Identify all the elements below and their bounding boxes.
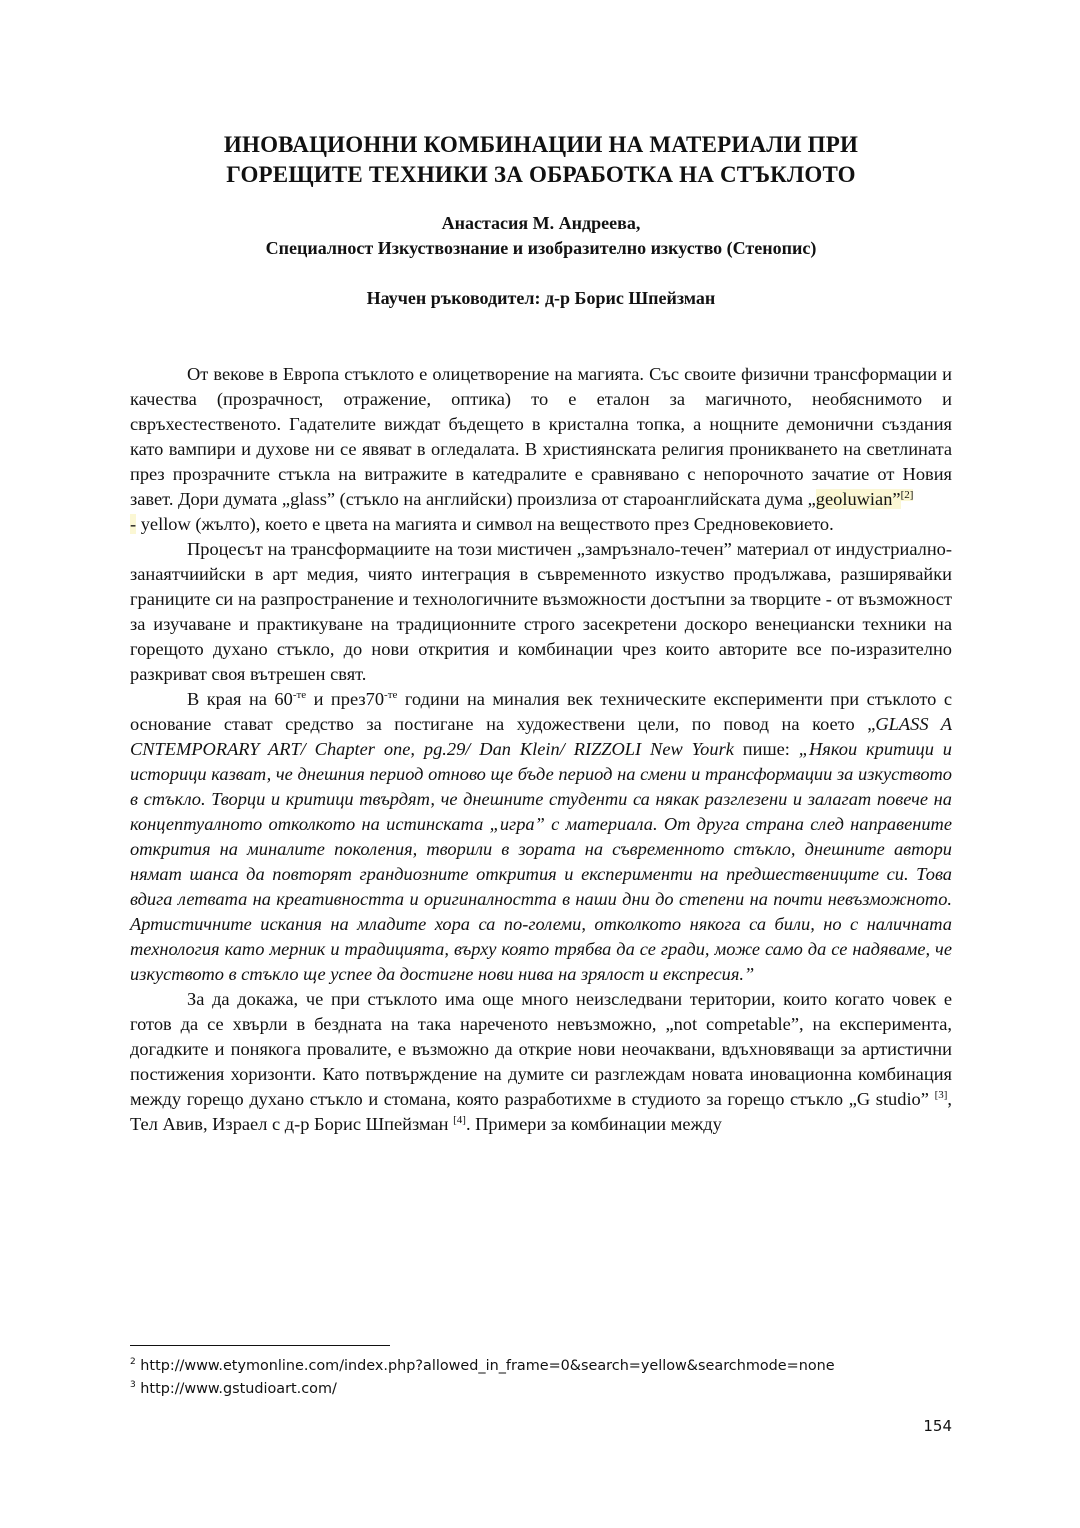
article-title	[130, 130, 952, 190]
paragraph-3-text-c: години на миналия век техническите експерименти при стъклото с основание стават средство за постигане на художествени цели, по повод на което „	[130, 689, 952, 734]
paragraph-1	[130, 362, 952, 537]
footnote-divider	[130, 1345, 390, 1346]
highlighted-word: geoluwian	[815, 489, 893, 509]
footnote-3[interactable]	[130, 1378, 952, 1401]
footnote-ref-2[interactable]: [2]	[900, 489, 914, 501]
author-specialty: Специалност Изкуствознание и изобразително изкуство (Стенопис)	[265, 238, 817, 258]
author-name: Анастасия М. Андреева,	[441, 213, 641, 233]
paragraph-3-text-b: и през70	[306, 689, 385, 709]
footnote-mark: 3	[130, 1380, 136, 1390]
footnote-mark: 2	[130, 1357, 136, 1367]
superscript-te-2: -те	[384, 689, 398, 701]
book-citation: GLASS A CNTEMPORARY ART/ Chapter one, pg.29/ Dan Klein/ RIZZOLI New Yourk	[130, 714, 953, 759]
footnote-link[interactable]: http://www.etymonline.com/index.php?allowed_in_frame=0&search=yellow&searchmode=none	[135, 1358, 835, 1374]
footnotes	[130, 1355, 952, 1401]
paragraph-3-text-a: В края на 60	[187, 689, 293, 709]
paragraph-2: Процесът на трансформациите на този мистичен „замръзнало-течен” материал от индустриално-занаятчиийски в арт медия, чиято интеграция в съвременното изкуство продължава, разширявайки границите си на разпространение и технологичните възможности достъпни за творците - от възможност за изучаване и практикуване на традиционните строго засекретени доскоро венециански техники на горещото духано стъкло, до нови открития и комбинации чрез които авторите все по-изразително разкриват своя вътрешен свят.	[130, 539, 952, 684]
paragraph-4-text-a: За да докажа, че при стъклото има още много неизследвани територии, които когато човек е готов да се хвърли в бездната на така нареченото невъзможно, „not competable”, на експеримента, догадките и понякога провалите, е възможно да открие нови неочаквани, вдъхновяващи за артистични постижения хоризонти. Като потвърждение на думите си разглеждам новата иновационна комбинация между горещо духано стъкло и стомана, която разработихме в студиото за горещо стъкло „G studio”	[130, 989, 952, 1109]
title-line-2: ГОРЕЩИТЕ ТЕХНИКИ ЗА ОБРАБОТКА НА СТЪКЛОТО	[226, 162, 856, 187]
paragraph-4	[130, 987, 952, 1137]
paragraph-4-text-c: . Примери за комбинации между	[465, 1114, 722, 1134]
footnote-ref-4[interactable]: [4]	[453, 1114, 466, 1126]
paragraph-4-text-b: , Тел Авив, Израел с д-р Борис Шпейзман	[130, 1089, 952, 1134]
title-line-1: ИНОВАЦИОННИ КОМБИНАЦИИ НА МАТЕРИАЛИ ПРИ	[223, 132, 859, 157]
article-body	[130, 362, 952, 1137]
footnote-2[interactable]	[130, 1355, 952, 1378]
quotation: „Някои критици и историци казват, че днешния период отново ще бъде период на смени и трансформации за изкуството в стъкло. Творци и критици твърдят, че днешните студенти са някак разглезени и залагат повече на концептуалното отколкото на истинската „игра” с материала. От друга страна след направените открития на миналите поколения, творили в зората на съвременното стъкло, днешните автори нямат шанса да повторят грандиозните открития и експерименти на предшествениците си. Това вдига летвата на креативността и оригиналността в наши дни до степени на почти невъзможното. Артистичните искания на младите хора са по-големи, отколкото някога са били, но с наличната технология като мерник и традицията, върху която трябва да се гради, може само да се надяваме, че изкуството в стъкло ще успее да достигне нови нива на зрялост и експресия.”	[130, 739, 952, 984]
footnote-ref-3[interactable]: [3]	[934, 1089, 948, 1101]
paragraph-1-text-c: yellow (жълто), което е цвета на магията и символ на веществото през Средновековието.	[136, 514, 834, 534]
paragraph-1-text-a: От векове в Европа стъклото е олицетворение на магията. Със своите физични трансформации и качества (прозрачност, отражение, оптика) то е еталон за магичното, необяснимото и свръхестественото. Гадателите виждат бъдещето в кристална топка, а нощните демонични създания като вампири и духове ни се явяват в огледалата. В християнската религия проникването на светлината през прозрачните стъкла на витражите в катедралите е сравнявано с непорочното зачатие от Новия завет. Дори думата „glass” (стъкло на английски) произлиза от староанглийската дума „	[130, 364, 952, 509]
paragraph-1-text-b: ”	[892, 489, 901, 509]
paragraph-3	[130, 687, 952, 987]
advisor-line: Научен ръководител: д-р Борис Шпейзман	[366, 288, 716, 308]
author-block	[130, 211, 952, 261]
highlighted-dash: -	[130, 514, 137, 534]
paragraph-3-text-d: пише:	[733, 739, 799, 759]
page-number: 154	[923, 1417, 952, 1435]
footnote-link[interactable]: http://www.gstudioart.com/	[135, 1381, 337, 1397]
superscript-te-1: -те	[292, 689, 307, 701]
